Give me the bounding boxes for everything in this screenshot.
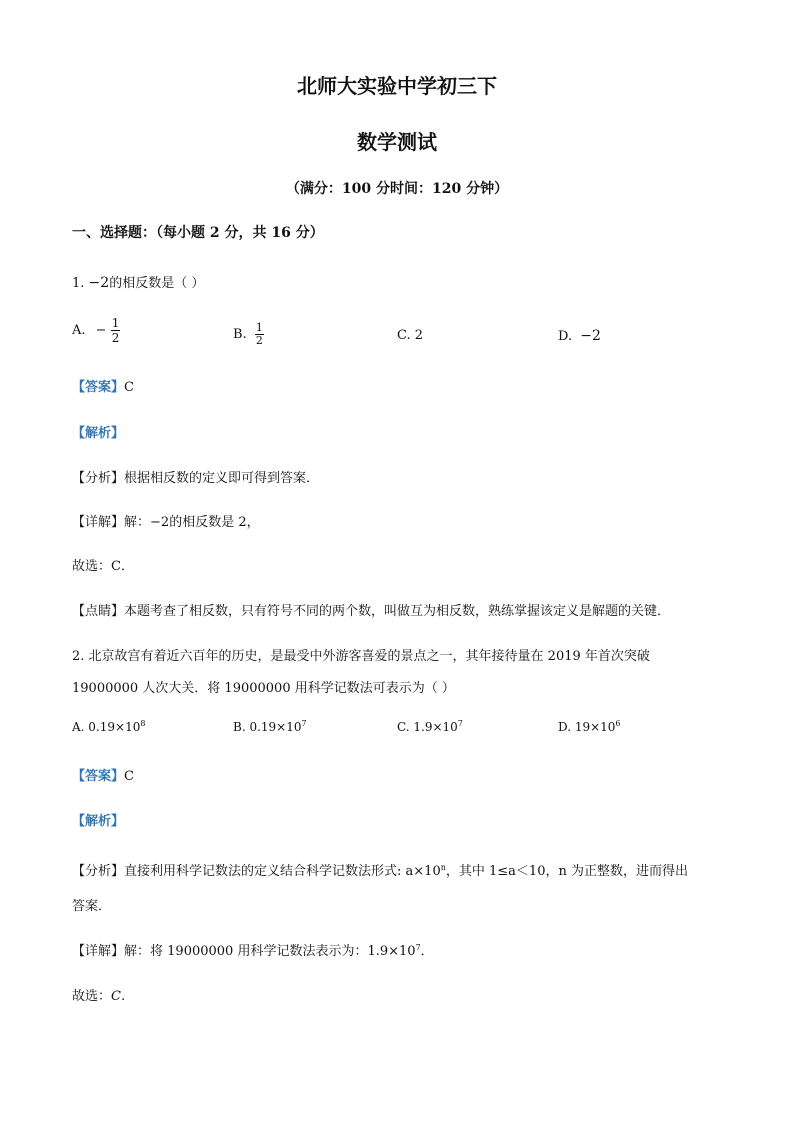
answer-line	[72, 376, 134, 395]
section-heading: 一、选择题：（每小题 2 分，共 16 分）	[72, 225, 324, 241]
answer-tag: 【答案】	[72, 769, 125, 784]
option-b	[233, 322, 264, 347]
fenxi-tag: 【分析】	[72, 471, 125, 486]
option-d	[558, 328, 601, 344]
option-d-exponent: 6	[615, 719, 621, 728]
question-2-stem-line1: 2. 北京故宫有着近六百年的历史，是最受中外游客喜爱的景点之一，其年接待量在 2019 年首次突破	[72, 649, 650, 664]
dianjing-text: 本题考查了相反数，只有符号不同的两个数，叫做互为相反数，熟练掌握该定义是解题的关键．	[124, 604, 671, 619]
fenxi-exponent: n	[440, 863, 446, 872]
question-text: 的相反数是（ ）	[109, 276, 205, 291]
analysis-line	[72, 467, 319, 486]
question-2-stem-line2: 19000000 人次大关．将 19000000 用科学记数法可表示为（ ）	[72, 681, 455, 696]
xiangjie-tag: 【详解】	[72, 515, 125, 530]
option-d-label: D.	[558, 329, 573, 344]
question-number: 1.	[72, 276, 85, 291]
fraction-denominator: 2	[255, 334, 263, 347]
fraction-denominator: 2	[111, 331, 120, 345]
exam-info: （满分：100 分时间：120 分钟）	[285, 181, 509, 197]
option-a-label: A.	[72, 323, 86, 338]
choice-post: .	[120, 989, 126, 1004]
fenxi-text-pre: 直接利用科学记数法的定义结合科学记数法形式: a×10	[124, 864, 441, 879]
xiangjie-exponent: 7	[415, 943, 421, 952]
choice-letter: C	[111, 989, 121, 1004]
option-b-exponent: 7	[301, 719, 307, 728]
xiangjie-pre: 解：将 19000000 用科学记数法表示为：1.9×10	[124, 944, 416, 959]
fenxi-text: 根据相反数的定义即可得到答案．	[124, 471, 320, 486]
comment-line	[72, 600, 670, 619]
q2-option-d	[558, 720, 621, 734]
xiangjie-expression: −2	[150, 515, 170, 530]
q2-option-b	[233, 720, 307, 734]
q2-analysis-heading	[72, 810, 124, 829]
option-a	[72, 316, 120, 345]
fraction-numerator: 1	[111, 316, 120, 330]
option-a-base: A. 0.19×10	[72, 720, 141, 734]
dianjing-tag: 【点睛】	[72, 604, 125, 619]
fenxi-text-post: ，其中 1≤a＜10，n 为正整数，进而得出	[445, 864, 688, 879]
q2-choice-line	[72, 985, 125, 1004]
option-b-fraction	[255, 322, 264, 347]
q2-analysis-line2: 答案．	[72, 899, 112, 914]
option-d-value: −2	[580, 328, 601, 344]
analysis-heading	[72, 422, 124, 441]
q2-answer-line	[72, 765, 134, 784]
option-c-base: C. 1.9×10	[397, 720, 458, 734]
document-subtitle: 数学测试	[357, 130, 437, 154]
option-c: C. 2	[397, 328, 424, 343]
answer-value: C	[124, 769, 134, 784]
option-c-exponent: 7	[457, 719, 463, 728]
analysis-tag: 【解析】	[72, 814, 125, 829]
question-1-stem	[72, 272, 204, 291]
fraction-numerator: 1	[255, 321, 263, 334]
choice-line: 故选：C．	[72, 559, 134, 574]
xiangjie-post: 的相反数是 2，	[169, 515, 260, 530]
q2-detail-line	[72, 940, 434, 959]
option-d-base: D. 19×10	[558, 720, 616, 734]
option-a-sign: −	[95, 323, 107, 338]
option-b-label: B.	[233, 327, 247, 342]
q2-option-a	[72, 720, 145, 734]
option-b-base: B. 0.19×10	[233, 720, 302, 734]
fenxi-tag: 【分析】	[72, 864, 125, 879]
xiangjie-tag: 【详解】	[72, 944, 125, 959]
answer-tag: 【答案】	[72, 380, 125, 395]
analysis-tag: 【解析】	[72, 426, 125, 441]
document-title: 北师大实验中学初三下	[297, 74, 497, 98]
answer-value: C	[124, 380, 134, 395]
question-expression: −2	[88, 275, 110, 291]
xiangjie-pre: 解：	[124, 515, 151, 530]
choice-pre: 故选：	[72, 989, 112, 1004]
q2-option-c	[397, 720, 463, 734]
q2-analysis-line1	[72, 860, 688, 879]
detail-line	[72, 511, 260, 530]
xiangjie-post: ．	[420, 944, 434, 959]
option-a-fraction	[111, 316, 121, 345]
option-a-exponent: 8	[140, 719, 146, 728]
